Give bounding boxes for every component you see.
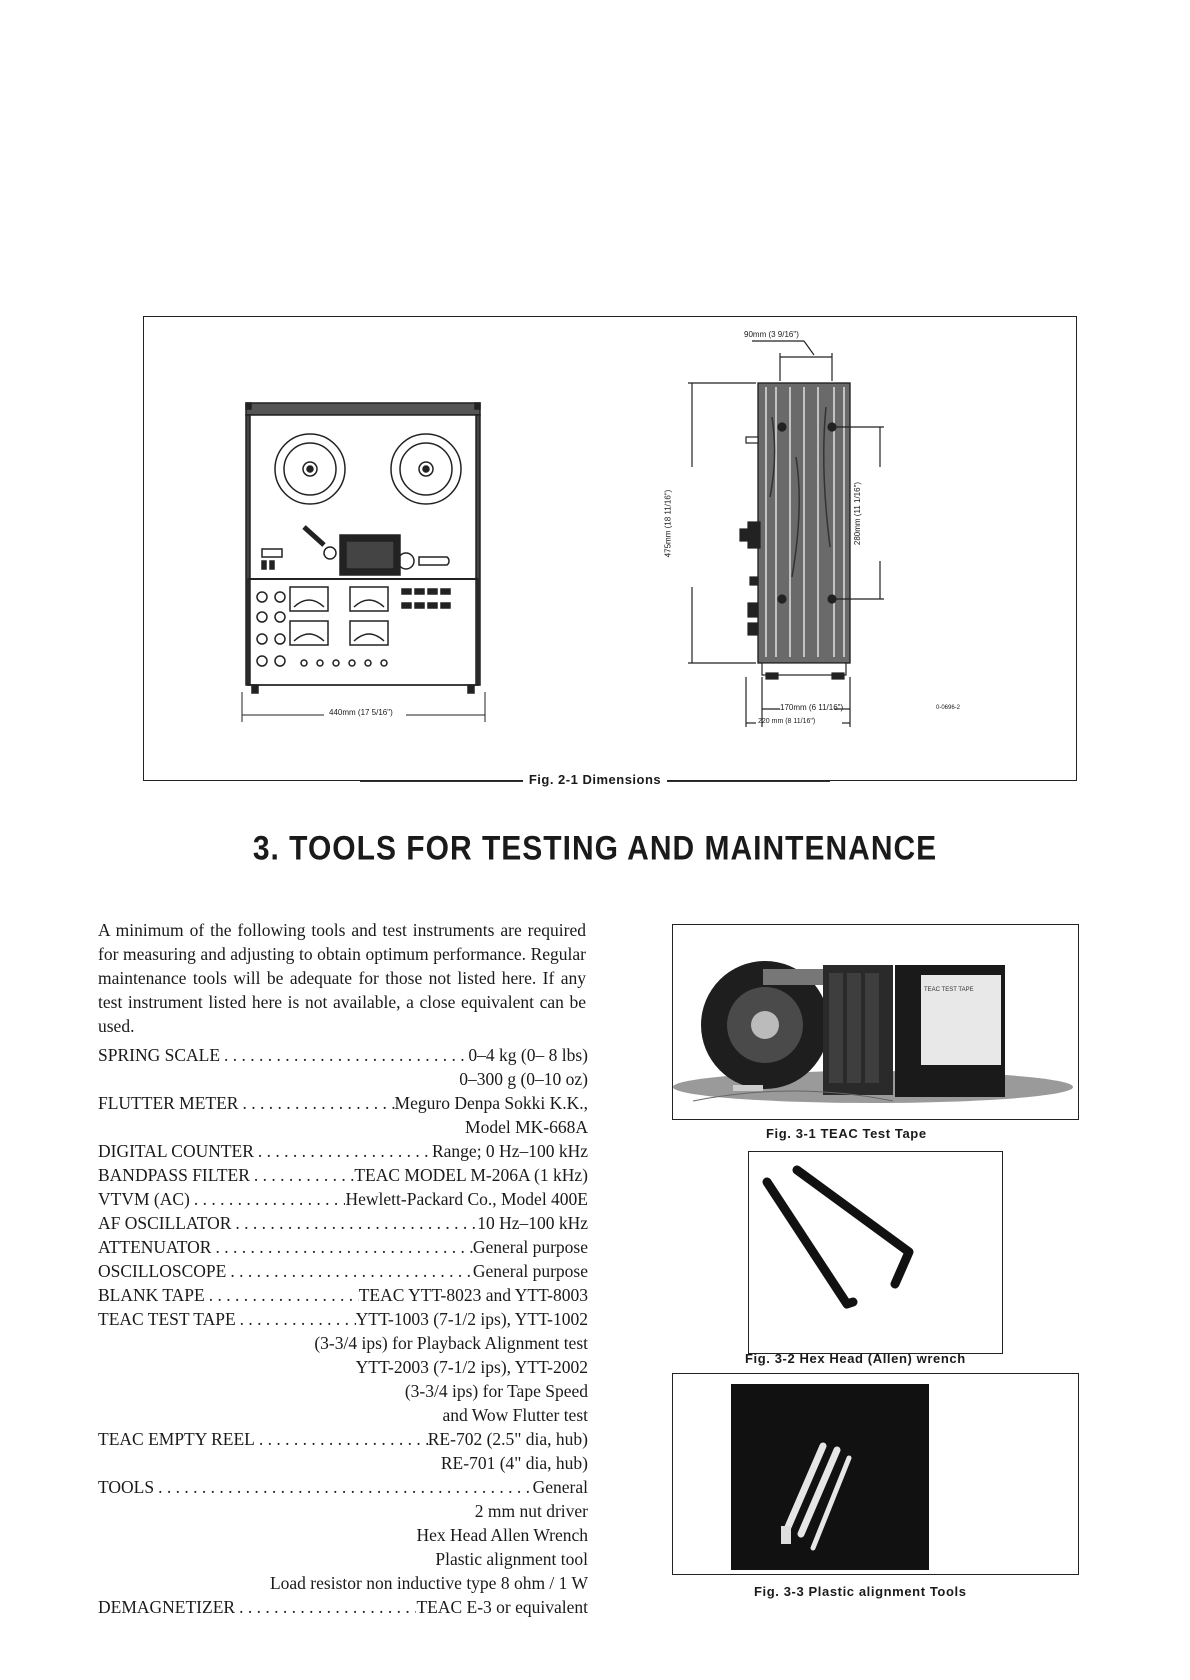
tool-value-continued: 0–300 g (0–10 oz) [459,1069,588,1089]
tool-value-continued: Model MK-668A [465,1117,588,1137]
tool-value-continued: and Wow Flutter test [442,1405,588,1425]
leader-dots [250,1163,354,1187]
tool-label: DEMAGNETIZER [98,1597,236,1617]
leader-dots [211,1235,472,1259]
tool-value-continued: YTT-2003 (7-1/2 ips), YTT-2002 [355,1357,588,1377]
dim-height-label: 475mm (18 11/16") [663,489,673,558]
leader-dots [190,1187,346,1211]
leader-dots [236,1307,356,1331]
figure-caption: Fig. 2-1 Dimensions [0,772,1190,787]
tool-value-continued: RE-701 (4" dia, hub) [440,1453,588,1473]
tool-value: RE-702 (2.5" dia, hub) [427,1429,588,1449]
tool-value: General [532,1477,588,1497]
leader-dots [235,1595,416,1619]
tool-value: Range; 0 Hz–100 kHz [431,1141,588,1161]
section-heading: 3. TOOLS FOR TESTING AND MAINTENANCE [252,829,938,868]
tool-label: TEAC TEST TAPE [98,1309,236,1329]
tool-value-continued: (3-3/4 ips) for Tape Speed [404,1381,588,1401]
leader-dots [254,1139,432,1163]
tool-label: TOOLS [98,1477,155,1497]
tool-value: 0–4 kg (0– 8 lbs) [468,1045,588,1065]
tool-value: Hewlett-Packard Co., Model 400E [345,1189,588,1209]
tool-value: General purpose [472,1261,588,1281]
tool-label: VTVM (AC) [98,1189,190,1209]
tool-value: Meguro Denpa Sokki K.K., [394,1093,588,1113]
tool-item [98,1043,588,1067]
dim-right-label: 280mm (11 1/16") [853,481,863,546]
tool-item [98,1139,588,1163]
tool-item [98,1235,588,1259]
tool-label: AF OSCILLATOR [98,1213,232,1233]
intro-paragraph: A minimum of the following tools and test instruments are required for measuring and adjusting to obtain optimum performance. Regular maintenance tools will be adequate for those not listed here. If any test instrument listed here is not available, a close equivalent can be used. [98,920,586,1036]
leader-dots [255,1427,428,1451]
figure-ref-code: 0-0696-2 [936,705,961,711]
leader-dots [231,1211,477,1235]
tools-list [98,1043,588,1619]
photo-hex-wrench [748,1151,1003,1354]
tool-item [98,1595,588,1619]
tool-label: BANDPASS FILTER [98,1165,250,1185]
tool-item [98,1475,588,1499]
tool-label: DIGITAL COUNTER [98,1141,254,1161]
leader-dots [238,1091,394,1115]
tool-item [98,1283,588,1307]
tool-value: TEAC MODEL M-206A (1 kHz) [354,1165,588,1185]
tool-value: TEAC E-3 or equivalent [416,1597,588,1617]
caption-fig-3-2: Fig. 3-2 Hex Head (Allen) wrench [745,1351,966,1366]
figure-dimensions [143,316,1077,781]
front-view-drawing [242,403,485,722]
tool-label: FLUTTER METER [98,1093,239,1113]
tool-value: General purpose [472,1237,588,1257]
tool-value-continued: 2 mm nut driver [474,1501,588,1521]
dim-top-label: 90mm (3 9/16") [744,330,799,339]
photo-teac-test-tape [672,924,1079,1120]
test-tape-box-label: TEAC TEST TAPE [924,987,974,993]
leader-dots [220,1043,468,1067]
dim-depth-total-label: 220 mm (8 11/16") [758,718,816,725]
tool-value-continued: (3-3/4 ips) for Playback Alignment test [314,1333,588,1353]
dim-depth-small-label: 170mm (6 11/16") [780,703,844,712]
tool-label: SPRING SCALE [98,1045,221,1065]
tool-item [98,1427,588,1451]
dim-width-label: 440mm (17 5/16") [329,708,393,717]
tool-value: 10 Hz–100 kHz [477,1213,588,1233]
tool-item [98,1163,588,1187]
tool-item [98,1211,588,1235]
tool-item [98,1307,588,1331]
tool-label: OSCILLOSCOPE [98,1261,227,1281]
leader-dots [205,1283,359,1307]
tool-value: YTT-1003 (7-1/2 ips), YTT-1002 [355,1309,588,1329]
caption-fig-3-3: Fig. 3-3 Plastic alignment Tools [754,1584,967,1599]
tool-value-continued: Load resistor non inductive type 8 ohm / 1 W [269,1573,588,1593]
tool-item [98,1259,588,1283]
tool-value-continued: Plastic alignment tool [435,1549,588,1569]
tool-item [98,1091,588,1115]
tool-label: BLANK TAPE [98,1285,205,1305]
leader-dots [226,1259,472,1283]
tool-item [98,1187,588,1211]
photo-alignment-tools [672,1373,1079,1575]
tool-label: ATTENUATOR [98,1237,212,1257]
tool-value: TEAC YTT-8023 and YTT-8003 [358,1285,588,1305]
leader-dots [154,1475,533,1499]
tool-label: TEAC EMPTY REEL [98,1429,255,1449]
tool-value-continued: Hex Head Allen Wrench [416,1525,588,1545]
caption-fig-3-1: Fig. 3-1 TEAC Test Tape [766,1126,927,1141]
